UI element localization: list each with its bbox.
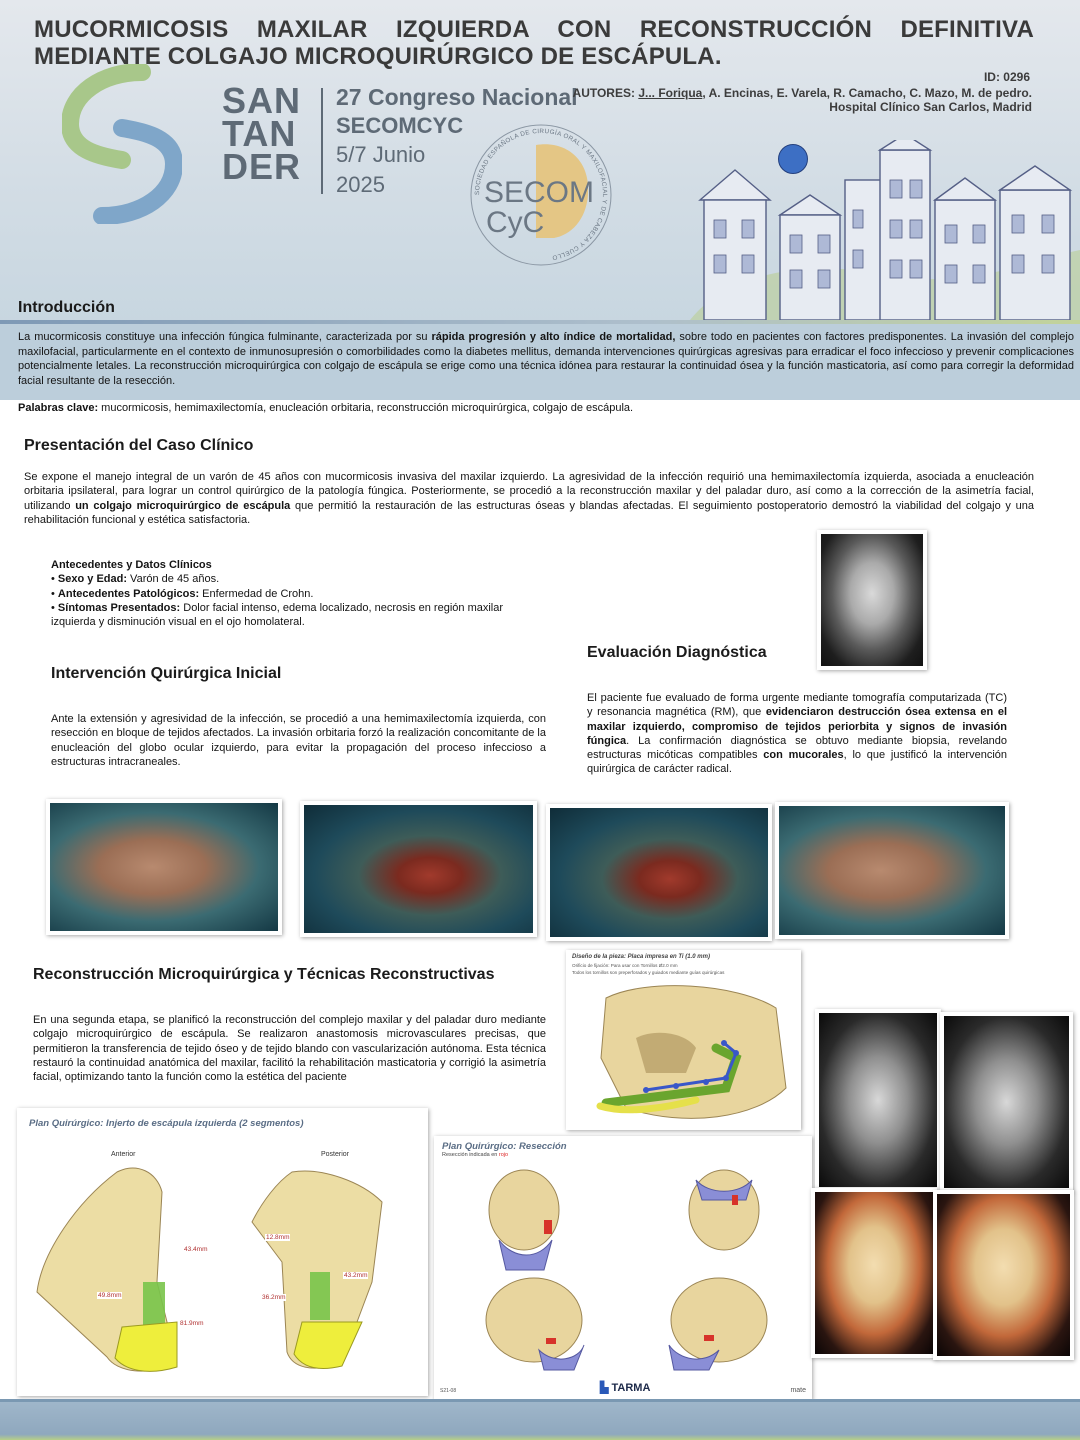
- posterior-label: Posterior: [321, 1151, 350, 1158]
- intervention-text: Ante la extensión y agresividad de la infección, se procedió a una hemimaxilectomía izquierda, con resección en bloque de tejidos afectados. La invasión orbitaria forzó la realización concomitante de la enucleación del globo ocular izquierdo, para evitar la propagación del proceso infeccioso a estructuras intracraneales.: [51, 713, 546, 768]
- intervention-title: Intervención Quirúrgica Inicial: [51, 665, 282, 682]
- plate-line-3: Todos los tornillos son preperforados y guiados mediante guías quirúrgicas: [572, 970, 725, 975]
- intro-title: Introducción: [18, 299, 115, 316]
- ct-3d-lateral-image: [811, 1188, 937, 1358]
- intro-text-b: sobre todo en pacientes con factores predisponentes. La invasión del complejo maxilofacial, particularmente en el contexto de inmunosupresión o comorbilidades como la diabetes mellitus, demanda intervenciones quirúrgicas agresivas para erradicar el foco infeccioso y prevenir complicaciones potencialmente letales. La reconstrucción microquirúrgica con colgajo de escápula se erige como una técnica idónea para restaurar la continuidad ósea y la función masticatoria, así como para corregir la deformidad facial resultante de la resección.: [18, 331, 1074, 387]
- blue-dot-icon: [778, 144, 808, 174]
- plate-line-2: Orificio de fijación: Para usar con Tornillos Ø2.0 mm: [572, 963, 678, 968]
- measure-label: 81.9mm: [180, 1320, 204, 1327]
- scapula-plan-image: [17, 1108, 428, 1396]
- ct-3d-lateral-picture: [815, 1192, 933, 1354]
- history-item-sex-age: • Sexo y Edad: Varón de 45 años.: [51, 573, 220, 586]
- case-text-b: que permitió la restauración de las estructuras óseas y blandas afectadas. El seguimiento postoperatorio demostró la viabilidad del colgajo y una rehabilitación funcional y estética satisfactoria.: [24, 499, 1034, 526]
- congress-year: 2025: [336, 172, 385, 197]
- footer-band: [0, 1402, 1080, 1440]
- authors-line: [573, 86, 1032, 100]
- case-title: Presentación del Caso Clínico: [24, 437, 254, 454]
- resection-code: S21-08: [440, 1388, 457, 1394]
- seal-top-text: SECOM: [484, 176, 595, 209]
- postop-face-picture: [779, 806, 1005, 935]
- reconstruction-text: En una segunda etapa, se planificó la reconstrucción del complejo maxilar y del paladar duro mediante colgajo microquirúrgico de escápula. Se realizaron anastomosis microvasculares precisas, que permitieron la transferencia de tejido óseo y de tejido blando con vascularización autónoma. Esta técnica restauró la continuidad anatómica del maxilar, facilitó la rehabilitación masticatoria y corrigió la asimetría facial, optimizando tanto la función como la estética del paciente: [33, 1014, 546, 1084]
- xray-skull-picture: [821, 534, 923, 666]
- city-line-1: SAN: [222, 80, 302, 121]
- measure-label: 49.8mm: [98, 1292, 122, 1299]
- authors-block: [573, 86, 1032, 114]
- tarma-brand: [600, 1381, 650, 1394]
- secomcyc-seal-logo: [466, 120, 616, 270]
- tarma-icon: ▙: [600, 1382, 612, 1394]
- measure-label: 12.8mm: [266, 1234, 290, 1241]
- tarma-brand-text: TARMA: [611, 1382, 651, 1394]
- case-text-bold: un colgajo microquirúrgico de escápula: [75, 499, 291, 512]
- ct-coronal-image: [815, 1009, 941, 1191]
- poster-title: MUCORMICOSIS MAXILAR IZQUIERDA CON RECONSTRUCCIÓN DEFINITIVA MEDIANTE COLGAJO MICROQUIRÚRGICO DE ESCÁPULA.: [34, 16, 1034, 70]
- scapula-posterior-render: [232, 1162, 422, 1382]
- clinical-photo-preop: [46, 799, 282, 935]
- building-illustration: [690, 140, 1080, 320]
- poster-header: [0, 0, 1080, 330]
- history-label: Antecedentes Patológicos:: [57, 587, 200, 600]
- history-title: Antecedentes y Datos Clínicos: [51, 559, 212, 571]
- keywords-list: mucormicosis, hemimaxilectomía, enucleación orbitaria, reconstrucción microquirúrgica, colgajo de escápula.: [98, 402, 634, 414]
- congress-society: SECOMCYC: [336, 113, 464, 138]
- case-text-a: Se expone el manejo integral de un varón de 45 años con mucormicosis invasiva del maxilar izquierdo. La agresividad de la infección requirió una hemimaxilectomía izquierda, asociada a enucleación orbitaria ipsilateral, para lograr un control quirúrgico de la patología fúngica. Posteriormente, se procedió a la reconstrucción maxilar y del paladar duro, así como a la corrección de la asimetría facial, utilizando: [24, 471, 1034, 512]
- ct-3d-frontal-image: [933, 1190, 1074, 1360]
- resection-subtitle-text: Resección indicada en: [442, 1152, 499, 1158]
- resection-plan-image: [434, 1136, 812, 1400]
- history-value: Enfermedad de Crohn.: [199, 587, 314, 600]
- city-line-2: TAN: [222, 113, 297, 154]
- city-line-3: DER: [222, 146, 302, 187]
- plate-design-image: [566, 950, 801, 1130]
- anterior-label: Anterior: [111, 1151, 136, 1158]
- diagnosis-text-bold1: evidenciaron destrucción ósea extensa en el maxilar izquierdo, compromiso de tejidos periorbita y signos de invasión fúngica: [587, 706, 1008, 747]
- patient-face-picture: [50, 803, 278, 931]
- history-label: Síntomas Presentados:: [57, 601, 181, 614]
- ct-3d-frontal-picture: [937, 1194, 1070, 1356]
- history-value: Dolor facial intenso, edema localizado, necrosis en región maxilar izquierda y disminución visual en el ojo homolateral.: [51, 601, 504, 629]
- skull-resection-renders: [484, 1160, 774, 1380]
- intro-text-bold: rápida progresión y alto índice de mortalidad,: [431, 331, 676, 343]
- keywords: [18, 402, 1074, 414]
- diagnosis-text: [587, 691, 1007, 777]
- resection-subtitle-red: rojo: [498, 1152, 509, 1158]
- ct-coronal-picture: [819, 1013, 937, 1187]
- santander-wordmark: [222, 80, 302, 187]
- measure-label: 43.2mm: [344, 1272, 368, 1279]
- diagnosis-text-c: , lo que justificó la intervención quirúrgica de carácter radical.: [587, 749, 1007, 776]
- xray-image: [817, 530, 927, 670]
- seal-bottom-text: CyC: [486, 206, 545, 239]
- diagnosis-text-a: El paciente fue evaluado de forma urgente mediante tomografía computarizada (TC) y resonancia magnética (RM), que: [587, 692, 1007, 719]
- santander-s-logo: [62, 64, 182, 224]
- intro-text: [18, 330, 1074, 388]
- history-item-pathology: • Antecedentes Patológicos: Enfermedad de Crohn.: [51, 587, 314, 600]
- ct-axial-image: [940, 1012, 1073, 1192]
- plate-line-1: Diseño de la pieza: Placa impresa en Ti (1.0 mm): [572, 954, 710, 960]
- other-authors: , A. Encinas, E. Varela, R. Camacho, C. Mazo, M. de pedro.: [702, 86, 1032, 100]
- measure-label: 43.4mm: [184, 1246, 208, 1253]
- congress-dates: 5/7 Junio: [336, 142, 426, 167]
- intro-text-a: La mucormicosis constituye una infección fúngica fulminante, caracterizada por su: [18, 331, 432, 343]
- history-value: Varón de 45 años.: [127, 573, 220, 586]
- reconstruction-title: Reconstrucción Microquirúrgica y Técnicas Reconstructivas: [33, 966, 495, 983]
- clinical-photo-surgery-2: [546, 804, 772, 941]
- resection-plan-title: Plan Quirúrgico: Resección: [442, 1141, 567, 1152]
- scapula-anterior-render: [27, 1162, 217, 1382]
- surgery-picture-1: [304, 805, 533, 933]
- hospital-name: Hospital Clínico San Carlos, Madrid: [829, 100, 1032, 114]
- mate-brand: mate: [790, 1387, 806, 1394]
- diagnosis-text-bold2: con mucorales: [763, 749, 844, 762]
- clinical-photo-postop: [775, 802, 1009, 939]
- logo-divider: [321, 88, 323, 194]
- seal-ring-text: SOCIEDAD ESPAÑOLA DE CIRUGÍA ORAL Y MAXILOFACIAL Y DE CABEZA Y CUELLO: [473, 127, 609, 262]
- history-label: Sexo y Edad:: [57, 573, 127, 586]
- ct-axial-picture: [944, 1016, 1069, 1188]
- resection-subtitle: [442, 1152, 508, 1158]
- diagnosis-title: Evaluación Diagnóstica: [587, 644, 767, 661]
- keywords-label: Palabras clave:: [18, 402, 99, 414]
- clinical-photo-surgery-1: [300, 801, 537, 937]
- history-item-symptoms: • Síntomas Presentados: Dolor facial intenso, edema localizado, necrosis en región maxilar izquierda y disminución visual en el ojo homolateral.: [51, 601, 504, 629]
- diagnosis-text-b: . La confirmación diagnóstica se obtuvo mediante biopsia, revelando estructuras micóticas compatibles: [587, 734, 1007, 762]
- first-author: J... Foriqua: [638, 86, 703, 100]
- case-text: [24, 470, 1034, 527]
- authors-label: AUTORES:: [572, 86, 635, 100]
- congress-name: 27 Congreso Nacional: [336, 84, 578, 110]
- surgery-picture-2: [550, 808, 768, 937]
- poster-id: ID: 0296: [983, 70, 1030, 84]
- skull-plate-render: [586, 978, 796, 1128]
- history-block: [51, 558, 547, 629]
- scapula-plan-title: Plan Quirúrgico: Injerto de escápula izquierda (2 segmentos): [29, 1118, 304, 1129]
- measure-label: 36.2mm: [262, 1294, 286, 1301]
